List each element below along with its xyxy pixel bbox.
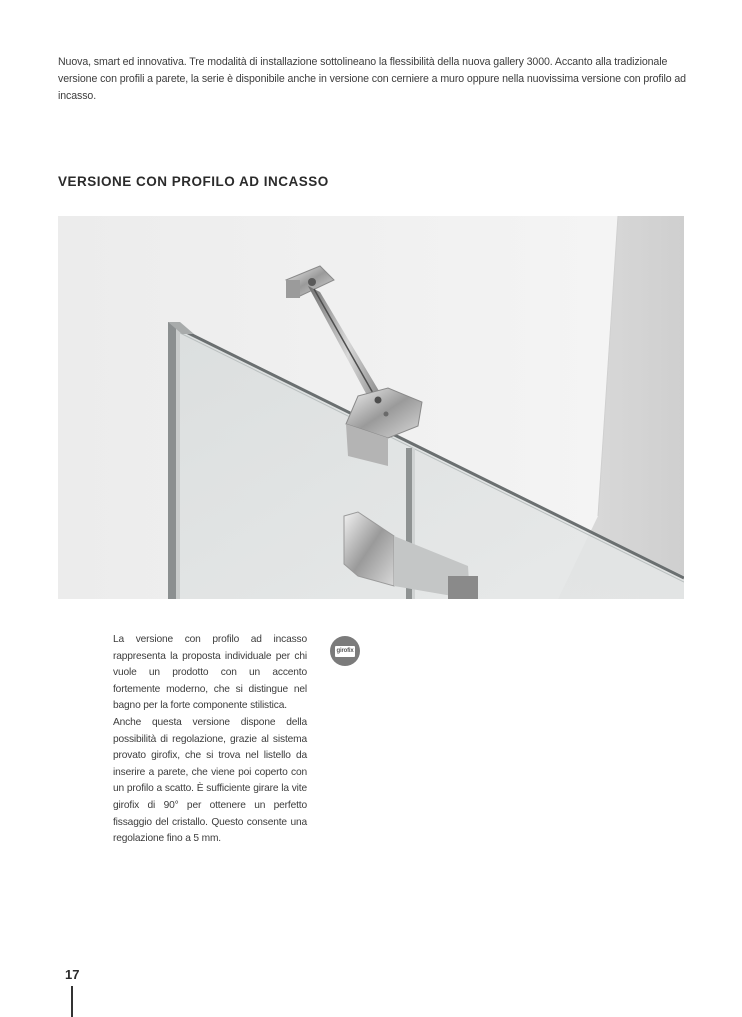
page-number-rule	[71, 986, 73, 1017]
description-paragraph-2: Anche questa versione dispone della possibilità di regolazione, grazie al sistema provato girofix, che si trova nel listello da inserire a parete, che viene poi coperto con un profilo a scatto. È sufficiente girare la vite girofix di 90° per ottenere un perfetto fissaggio del cristallo. Questo consente una regolazione fino a 5 mm.	[113, 716, 307, 845]
description-paragraph-1: La versione con profilo ad incasso rappresenta la proposta individuale per chi vuole un prodotto con un accento fortemente moderno, che si distingue nel bagno per la forte componente stilistica.	[113, 634, 307, 712]
girofix-logo-label: girofix	[336, 648, 354, 654]
description-text	[113, 632, 307, 848]
section-title: VERSIONE CON PROFILO AD INCASSO	[58, 174, 329, 189]
girofix-logo-icon	[330, 636, 360, 666]
shower-glass-illustration	[58, 216, 684, 599]
intro-paragraph: Nuova, smart ed innovativa. Tre modalità di installazione sottolineano la flessibilità della nuova gallery 3000. Accanto alla tradizionale versione con profili a parete, la serie è disponibile anche in versione con cerniere a muro oppure nella nuovissima versione con profilo ad incasso.	[58, 56, 686, 102]
page-number: 17	[65, 967, 80, 982]
girofix-logo-plate	[335, 646, 355, 657]
product-photo	[58, 216, 684, 599]
